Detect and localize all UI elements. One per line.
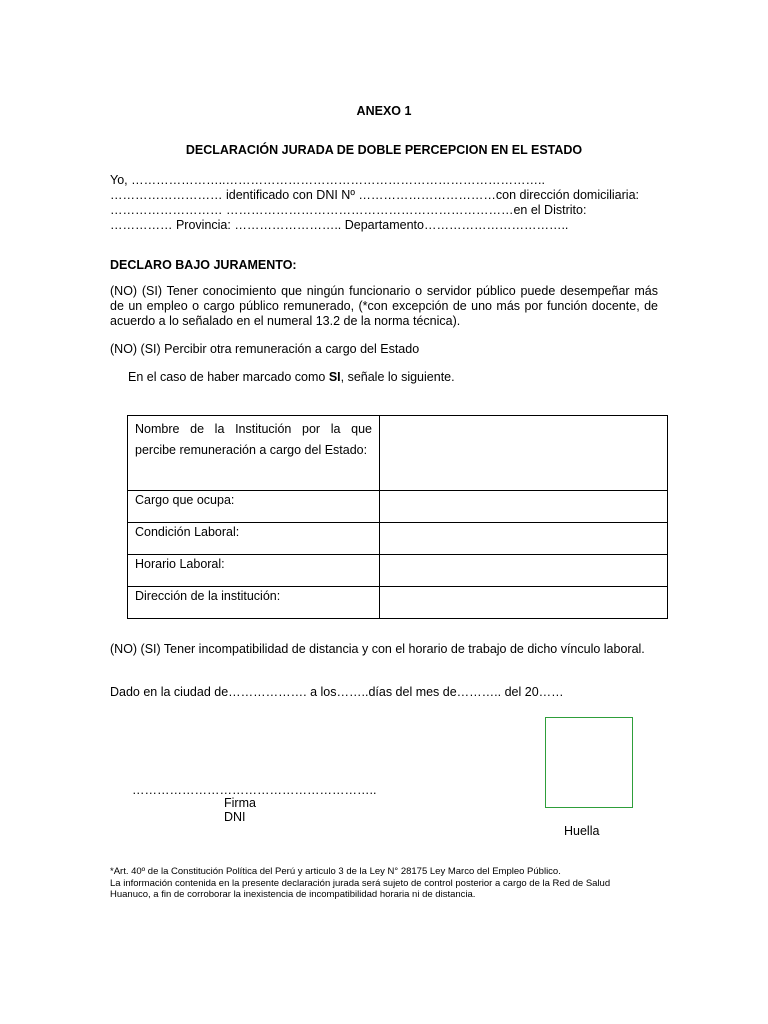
table-row: [128, 491, 668, 523]
footnote-line-1: *Art. 40º de la Constitución Política del Perú y articulo 3 de la Ley N° 28175 Ley Marco del Empleo Público.: [110, 866, 561, 877]
table-label-cargo: Cargo que ocupa:: [128, 491, 380, 523]
table-value-direccion[interactable]: [380, 587, 668, 619]
table-row: [128, 416, 668, 491]
table-value-condicion[interactable]: [380, 523, 668, 555]
table-label-condicion: Condición Laboral:: [128, 523, 380, 555]
clause-1-text: (NO) (SI) Tener conocimiento que ningún funcionario o servidor público puede desempeñar más de un empleo o cargo público remunerado, (*con excepción de uno más por función docente, de acuerdo a lo señalado en el numeral 13.2 de la norma técnica).: [110, 284, 658, 328]
table-row: [128, 523, 668, 555]
si-note-prefix: En el caso de haber marcado como: [128, 370, 329, 384]
personal-line-dni: ……………………… identificado con DNI Nº ……………………………con dirección domiciliaria:: [110, 188, 639, 202]
clause-3: [110, 642, 658, 657]
dado-line: Dado en la ciudad de………………. a los……..días del mes de……….. del 20……: [110, 685, 564, 699]
personal-line-name: Yo, …………………..…………………………………………………………………..: [110, 173, 545, 187]
footnote-line-2: La información contenida en la presente declaración jurada será sujeto de control posterior a cargo de la Red de Salud: [110, 877, 611, 889]
si-note: [128, 370, 455, 385]
main-title: DECLARACIÓN JURADA DE DOBLE PERCEPCION EN EL ESTADO: [185, 143, 583, 157]
clause-3-text: (NO) (SI) Tener incompatibilidad de distancia y con el horario de trabajo de dicho vínculo laboral.: [110, 642, 645, 656]
table-value-horario[interactable]: [380, 555, 668, 587]
table-row: [128, 555, 668, 587]
table-label-institution: Nombre de la Institución por la que percibe remuneración a cargo del Estado:: [128, 416, 380, 491]
firma-label: Firma: [224, 796, 256, 810]
table-row: [128, 587, 668, 619]
footnote: [110, 866, 670, 901]
table-label-direccion: Dirección de la institución:: [128, 587, 380, 619]
personal-data-section: [110, 173, 658, 233]
table-value-cargo[interactable]: [380, 491, 668, 523]
table-value-institution[interactable]: [380, 416, 668, 491]
fingerprint-box: [545, 717, 633, 808]
declaro-heading: DECLARO BAJO JURAMENTO:: [110, 258, 297, 272]
huella-label: Huella: [564, 824, 600, 838]
annex-title: ANEXO 1: [356, 104, 412, 118]
footnote-line-3: Huanuco, a fin de corroborar la inexistencia de incompatibilidad horaria ni de distancia.: [110, 889, 476, 900]
personal-line-province: …………… Provincia: …………………….. Departamento……………………………..: [110, 218, 569, 232]
signature-line: …………………………………………………..: [132, 783, 377, 797]
clause-1: [110, 284, 658, 329]
si-note-bold: SI: [328, 370, 341, 384]
dni-label: DNI: [224, 810, 246, 824]
clause-2: (NO) (SI) Percibir otra remuneración a cargo del Estado: [110, 342, 420, 356]
si-note-suffix: , señale lo siguiente.: [340, 370, 455, 384]
institution-table: [127, 415, 668, 619]
personal-line-address: ……………………… ……………………………………………………………en el Distrito:: [110, 203, 587, 217]
table-label-horario: Horario Laboral:: [128, 555, 380, 587]
